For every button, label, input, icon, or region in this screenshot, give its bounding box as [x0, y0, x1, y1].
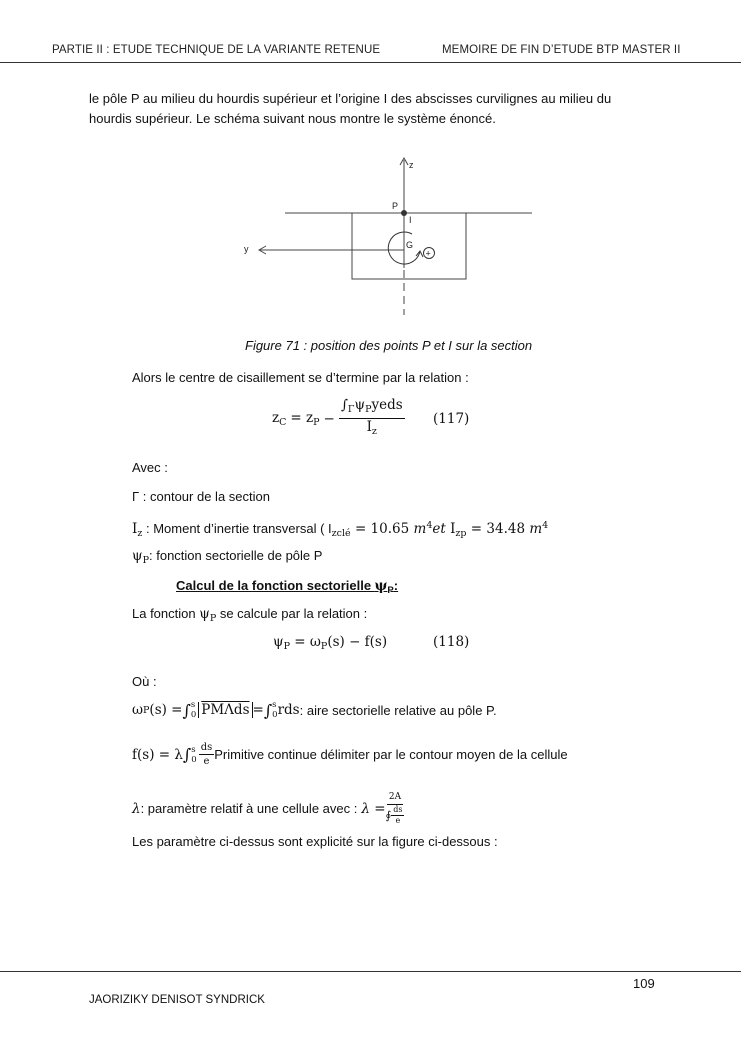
header-right: MEMOIRE DE FIN D’ETUDE BTP MASTER II	[442, 44, 681, 56]
footer-rule	[0, 971, 741, 972]
f-definition: f(s) = λ ∫ s 0 $\frac{ds}{e}$ Primitive continue délimiter par le contour moyen de la cellule	[132, 742, 568, 767]
intro-line-2: hourdis supérieur. Le schéma suivant nous montre le système énoncé.	[89, 111, 496, 126]
pole-p-point	[401, 210, 407, 216]
eq117-zp: = $z_P$	[290, 409, 320, 428]
header-left: PARTIE II : ETUDE TECHNIQUE DE LA VARIANTE RETENUE	[52, 44, 381, 56]
label-i: I	[409, 215, 412, 225]
def-iz: $I_z$ : Moment d’inertie transversal ( $I_{zclé} = 10.65$ $m^4et$ $I_{zp} = 34.48$ $m^4$	[132, 520, 549, 539]
section-heading: Calcul de la fonction sectorielle $\psi_P$:	[176, 578, 399, 596]
equation-117	[272, 398, 405, 439]
label-z: z	[409, 160, 414, 170]
label-plus: +	[425, 248, 431, 259]
equation-118: $\psi_P = \omega_P(s) - f(s)$	[273, 634, 388, 652]
eq117-zc: $z_C$	[272, 409, 287, 428]
header-rule	[0, 62, 741, 63]
ou-label: Où :	[132, 674, 157, 689]
section-diagram	[230, 150, 550, 320]
footer-author: JAORIZIKY DENISOT SYNDRICK	[89, 994, 265, 1006]
equation-118-number: (118)	[433, 634, 470, 650]
figure-caption: Figure 71 : position des points P et I sur la section	[245, 338, 533, 353]
conclusion-text: Les paramètre ci-dessus sont explicité sur la figure ci-dessous :	[132, 834, 498, 849]
def-gamma: Γ : contour de la section	[132, 489, 270, 504]
def-psi: $\psi_P$: fonction sectorielle de pôle P	[132, 548, 323, 566]
intro-line-1: le pôle P au milieu du hourdis supérieur et l’origine I des abscisses curvilignes au milieu du	[89, 91, 612, 106]
omega-definition: ω P (s) = ∫ s 0 PMΛds = ∫ s 0 rds : aire sectorielle relative au pôle P.	[132, 700, 497, 720]
eq117-minus: −	[323, 410, 335, 427]
label-y: y	[244, 244, 249, 254]
lambda-definition: λ : paramètre relatif à une cellule avec : λ = 2A ∮ $\frac{ds}{e}$	[132, 792, 403, 825]
equation-117-number: (117)	[433, 411, 470, 427]
psi-intro: La fonction $\psi_P$ se calcule par la relation :	[132, 606, 368, 624]
avec-label: Avec :	[132, 460, 168, 475]
shear-center-text: Alors le centre de cisaillement se d’termine par la relation :	[132, 370, 469, 385]
label-p: P	[392, 201, 399, 211]
eq117-fraction: $\frac{\int_\Gamma\psi_Pyeds}{I_z}$	[340, 397, 403, 437]
page-number: 109	[633, 976, 655, 991]
label-g: G	[406, 240, 414, 250]
